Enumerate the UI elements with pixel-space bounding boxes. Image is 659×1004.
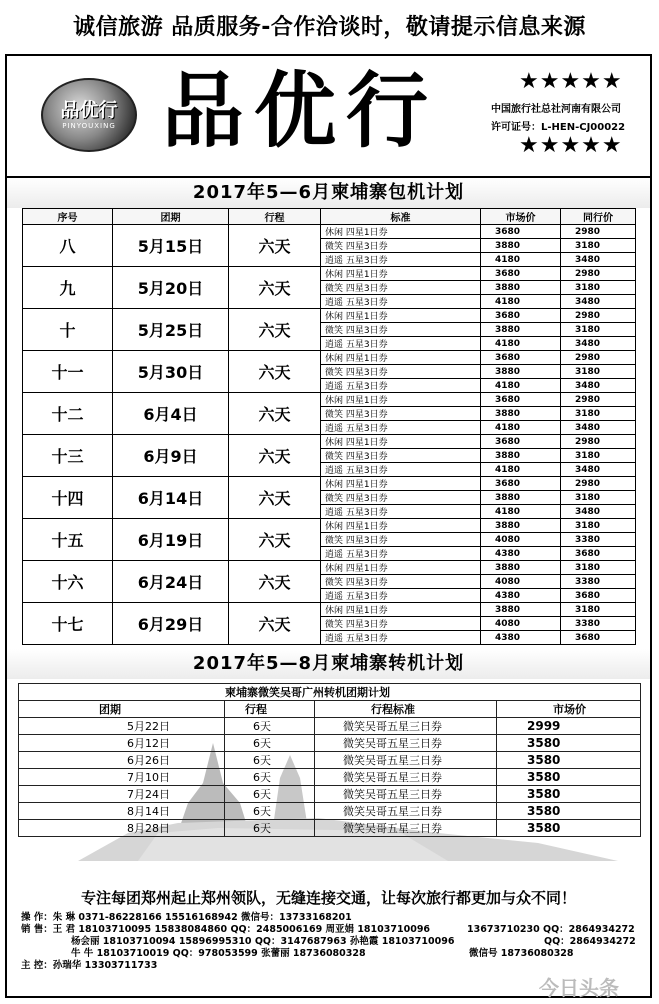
standard: 逍遥 五星3日券 bbox=[321, 253, 481, 267]
contacts-block bbox=[7, 912, 650, 1000]
group-days: 六天 bbox=[229, 519, 321, 561]
market-price: 4180 bbox=[481, 295, 561, 309]
peer-price: 3180 bbox=[561, 603, 636, 617]
top-banner: 诚信旅游 品质服务-合作洽谈时，敬请提示信息来源 bbox=[73, 14, 586, 40]
group-date: 6月9日 bbox=[113, 435, 229, 477]
peer-price: 3680 bbox=[561, 631, 636, 645]
slogan: 专注每团郑州起止郑州领队，无缝连接交通，让每次旅行都更加与众不同！ bbox=[80, 889, 576, 907]
standard: 逍遥 五星3日券 bbox=[321, 421, 481, 435]
group-days: 六天 bbox=[229, 225, 321, 267]
brand-title: 品优行 bbox=[162, 64, 439, 159]
market-price: 3680 bbox=[481, 435, 561, 449]
stars-top: ★★★★★ bbox=[519, 69, 623, 94]
standard: 逍遥 五星3日券 bbox=[321, 631, 481, 645]
header-standard: 标准 bbox=[321, 209, 481, 225]
header-date: 团期 bbox=[19, 701, 225, 718]
standard: 微笑吴哥五星三日券 bbox=[315, 769, 497, 786]
days: 6天 bbox=[225, 786, 315, 803]
group-days: 六天 bbox=[229, 309, 321, 351]
standard: 微笑吴哥五星三日券 bbox=[315, 735, 497, 752]
globe-logo-icon bbox=[41, 78, 137, 152]
contact-line: 主 控：孙瑞华 13303711733 bbox=[21, 960, 158, 971]
standard: 休闲 四星1日券 bbox=[321, 477, 481, 491]
peer-price: 3180 bbox=[561, 281, 636, 295]
group-seq: 十六 bbox=[23, 561, 113, 603]
standard: 休闲 四星1日券 bbox=[321, 393, 481, 407]
days: 6天 bbox=[225, 769, 315, 786]
transfer-row bbox=[19, 769, 641, 786]
group-seq: 九 bbox=[23, 267, 113, 309]
peer-price: 3380 bbox=[561, 533, 636, 547]
group-seq: 十四 bbox=[23, 477, 113, 519]
days: 6天 bbox=[225, 820, 315, 837]
group-seq: 十一 bbox=[23, 351, 113, 393]
group-days: 六天 bbox=[229, 267, 321, 309]
peer-price: 3180 bbox=[561, 519, 636, 533]
group-days: 六天 bbox=[229, 561, 321, 603]
header-standard: 行程标准 bbox=[315, 701, 497, 718]
transfer-block bbox=[18, 683, 640, 861]
date: 5月22日 bbox=[19, 718, 225, 735]
standard: 微笑 四星3日券 bbox=[321, 365, 481, 379]
group-date: 6月24日 bbox=[113, 561, 229, 603]
group-days: 六天 bbox=[229, 393, 321, 435]
market-price: 4180 bbox=[481, 505, 561, 519]
standard: 微笑 四星3日券 bbox=[321, 449, 481, 463]
standard: 逍遥 五星3日券 bbox=[321, 589, 481, 603]
market-price: 3880 bbox=[481, 323, 561, 337]
standard: 休闲 四星1日券 bbox=[321, 309, 481, 323]
contact-line: 微信号 18736080328 bbox=[469, 948, 574, 959]
peer-price: 2980 bbox=[561, 351, 636, 365]
market-price: 3580 bbox=[497, 752, 641, 769]
group-date: 6月29日 bbox=[113, 603, 229, 645]
standard: 微笑 四星3日券 bbox=[321, 239, 481, 253]
market-price: 3580 bbox=[497, 803, 641, 820]
transfer-row bbox=[19, 752, 641, 769]
peer-price: 2980 bbox=[561, 435, 636, 449]
standard: 微笑 四星3日券 bbox=[321, 491, 481, 505]
charter-row bbox=[23, 351, 636, 365]
peer-price: 3480 bbox=[561, 337, 636, 351]
peer-price: 3480 bbox=[561, 253, 636, 267]
contact-line: 13673710230 QQ：2864934272 bbox=[467, 924, 635, 935]
market-price: 3880 bbox=[481, 407, 561, 421]
transfer-header-row bbox=[19, 701, 641, 718]
peer-price: 3180 bbox=[561, 561, 636, 575]
market-price: 4080 bbox=[481, 617, 561, 631]
group-days: 六天 bbox=[229, 435, 321, 477]
days: 6天 bbox=[225, 718, 315, 735]
transfer-plan-title: 2017年5—8月柬埔寨转机计划 bbox=[7, 649, 650, 679]
transfer-row bbox=[19, 786, 641, 803]
brand-header bbox=[7, 56, 650, 178]
market-price: 3880 bbox=[481, 239, 561, 253]
standard: 休闲 四星1日券 bbox=[321, 435, 481, 449]
charter-row bbox=[23, 393, 636, 407]
charter-row bbox=[23, 477, 636, 491]
group-date: 5月15日 bbox=[113, 225, 229, 267]
peer-price: 3180 bbox=[561, 239, 636, 253]
charter-row bbox=[23, 267, 636, 281]
header-days: 行程 bbox=[229, 209, 321, 225]
charter-table bbox=[22, 208, 636, 645]
charter-plan-title: 2017年5—6月柬埔寨包机计划 bbox=[7, 178, 650, 208]
logo-text: 品优行 bbox=[60, 99, 118, 121]
standard: 微笑吴哥五星三日券 bbox=[315, 718, 497, 735]
transfer-row bbox=[19, 820, 641, 837]
transfer-body bbox=[19, 718, 641, 837]
market-price: 4080 bbox=[481, 575, 561, 589]
standard: 逍遥 五星3日券 bbox=[321, 337, 481, 351]
group-seq: 十五 bbox=[23, 519, 113, 561]
flyer-frame bbox=[5, 54, 652, 998]
charter-header-row bbox=[23, 209, 636, 225]
header-market-price: 市场价 bbox=[497, 701, 641, 718]
group-days: 六天 bbox=[229, 351, 321, 393]
company-name: 中国旅行社总社河南有限公司 bbox=[491, 104, 621, 115]
group-date: 5月30日 bbox=[113, 351, 229, 393]
header-market-price: 市场价 bbox=[481, 209, 561, 225]
peer-price: 3180 bbox=[561, 407, 636, 421]
standard: 微笑 四星3日券 bbox=[321, 323, 481, 337]
date: 8月28日 bbox=[19, 820, 225, 837]
standard: 微笑 四星3日券 bbox=[321, 407, 481, 421]
date: 7月10日 bbox=[19, 769, 225, 786]
market-price: 3580 bbox=[497, 735, 641, 752]
standard: 逍遥 五星3日券 bbox=[321, 295, 481, 309]
transfer-table bbox=[18, 683, 641, 837]
peer-price: 3180 bbox=[561, 491, 636, 505]
group-seq: 十 bbox=[23, 309, 113, 351]
peer-price: 3380 bbox=[561, 575, 636, 589]
group-days: 六天 bbox=[229, 603, 321, 645]
standard: 微笑吴哥五星三日券 bbox=[315, 752, 497, 769]
logo-subtext: PINYOUXING bbox=[62, 122, 116, 130]
market-price: 3880 bbox=[481, 491, 561, 505]
standard: 休闲 四星1日券 bbox=[321, 267, 481, 281]
contact-line: 销 售：王 君 18103710095 15838084860 QQ：2485006169 周亚娟 18103710096 bbox=[21, 924, 431, 935]
transfer-row bbox=[19, 803, 641, 820]
peer-price: 3180 bbox=[561, 365, 636, 379]
peer-price: 2980 bbox=[561, 393, 636, 407]
charter-row bbox=[23, 603, 636, 617]
market-price: 3680 bbox=[481, 309, 561, 323]
market-price: 3680 bbox=[481, 477, 561, 491]
charter-row bbox=[23, 225, 636, 239]
peer-price: 3480 bbox=[561, 463, 636, 477]
market-price: 3880 bbox=[481, 603, 561, 617]
standard: 逍遥 五星3日券 bbox=[321, 379, 481, 393]
market-price: 4380 bbox=[481, 589, 561, 603]
header-peer-price: 同行价 bbox=[561, 209, 636, 225]
standard: 休闲 四星1日券 bbox=[321, 561, 481, 575]
contact-line: 操 作：朱 琳 0371-86228166 15516168942 微信号：13733168201 bbox=[21, 912, 352, 923]
charter-body bbox=[23, 225, 636, 645]
market-price: 3580 bbox=[497, 820, 641, 837]
standard: 微笑吴哥五星三日券 bbox=[315, 820, 497, 837]
standard: 休闲 四星1日券 bbox=[321, 225, 481, 239]
peer-price: 3680 bbox=[561, 589, 636, 603]
group-date: 6月4日 bbox=[113, 393, 229, 435]
market-price: 3680 bbox=[481, 225, 561, 239]
standard: 逍遥 五星3日券 bbox=[321, 505, 481, 519]
group-date: 6月19日 bbox=[113, 519, 229, 561]
peer-price: 3180 bbox=[561, 449, 636, 463]
standard: 微笑 四星3日券 bbox=[321, 533, 481, 547]
date: 6月12日 bbox=[19, 735, 225, 752]
group-date: 5月25日 bbox=[113, 309, 229, 351]
market-price: 4180 bbox=[481, 379, 561, 393]
market-price: 4180 bbox=[481, 421, 561, 435]
contact-line: 牛 牛 18103710019 QQ：978053599 张蕾丽 18736080328 bbox=[71, 948, 366, 959]
market-price: 4080 bbox=[481, 533, 561, 547]
standard: 微笑吴哥五星三日券 bbox=[315, 803, 497, 820]
transfer-row bbox=[19, 735, 641, 752]
peer-price: 2980 bbox=[561, 267, 636, 281]
standard: 休闲 四星1日券 bbox=[321, 519, 481, 533]
group-days: 六天 bbox=[229, 477, 321, 519]
charter-row bbox=[23, 435, 636, 449]
charter-row bbox=[23, 309, 636, 323]
transfer-row bbox=[19, 718, 641, 735]
market-price: 2999 bbox=[497, 718, 641, 735]
days: 6天 bbox=[225, 803, 315, 820]
market-price: 3880 bbox=[481, 519, 561, 533]
peer-price: 3480 bbox=[561, 505, 636, 519]
peer-price: 3480 bbox=[561, 295, 636, 309]
group-seq: 十二 bbox=[23, 393, 113, 435]
header-seq: 序号 bbox=[23, 209, 113, 225]
peer-price: 2980 bbox=[561, 225, 636, 239]
standard: 微笑 四星3日券 bbox=[321, 617, 481, 631]
stars-bottom: ★★★★★ bbox=[519, 133, 623, 158]
peer-price: 3480 bbox=[561, 379, 636, 393]
header-days: 行程 bbox=[225, 701, 315, 718]
date: 7月24日 bbox=[19, 786, 225, 803]
market-price: 4180 bbox=[481, 337, 561, 351]
market-price: 3880 bbox=[481, 449, 561, 463]
footer bbox=[7, 884, 650, 1000]
peer-price: 2980 bbox=[561, 309, 636, 323]
contact-line: QQ：2864934272 bbox=[544, 936, 636, 947]
date: 6月26日 bbox=[19, 752, 225, 769]
standard: 微笑 四星3日券 bbox=[321, 281, 481, 295]
market-price: 4180 bbox=[481, 463, 561, 477]
standard: 休闲 四星1日券 bbox=[321, 351, 481, 365]
standard: 逍遥 五星3日券 bbox=[321, 547, 481, 561]
market-price: 4380 bbox=[481, 631, 561, 645]
license-number: 许可证号：L-HEN-CJ00022 bbox=[491, 122, 626, 133]
market-price: 4180 bbox=[481, 253, 561, 267]
peer-price: 3180 bbox=[561, 323, 636, 337]
contact-line: 杨会丽 18103710094 15896995310 QQ：3147687963 孙艳霞 18103710096 bbox=[71, 936, 455, 947]
days: 6天 bbox=[225, 752, 315, 769]
standard: 逍遥 五星3日券 bbox=[321, 463, 481, 477]
peer-price: 3480 bbox=[561, 421, 636, 435]
market-price: 3680 bbox=[481, 267, 561, 281]
charter-row bbox=[23, 519, 636, 533]
market-price: 4380 bbox=[481, 547, 561, 561]
peer-price: 3380 bbox=[561, 617, 636, 631]
market-price: 3680 bbox=[481, 351, 561, 365]
standard: 微笑 四星3日券 bbox=[321, 575, 481, 589]
watermark: 今日头条 bbox=[539, 976, 619, 1000]
market-price: 3580 bbox=[497, 769, 641, 786]
standard: 休闲 四星1日券 bbox=[321, 603, 481, 617]
market-price: 3880 bbox=[481, 561, 561, 575]
peer-price: 3680 bbox=[561, 547, 636, 561]
transfer-caption: 柬埔寨微笑吴哥广州转机团期计划 bbox=[19, 684, 641, 701]
charter-row bbox=[23, 561, 636, 575]
group-seq: 十七 bbox=[23, 603, 113, 645]
group-seq: 八 bbox=[23, 225, 113, 267]
group-date: 6月14日 bbox=[113, 477, 229, 519]
group-seq: 十三 bbox=[23, 435, 113, 477]
standard: 微笑吴哥五星三日券 bbox=[315, 786, 497, 803]
peer-price: 2980 bbox=[561, 477, 636, 491]
market-price: 3880 bbox=[481, 281, 561, 295]
market-price: 3880 bbox=[481, 365, 561, 379]
days: 6天 bbox=[225, 735, 315, 752]
market-price: 3580 bbox=[497, 786, 641, 803]
header-date: 团期 bbox=[113, 209, 229, 225]
group-date: 5月20日 bbox=[113, 267, 229, 309]
market-price: 3680 bbox=[481, 393, 561, 407]
date: 8月14日 bbox=[19, 803, 225, 820]
